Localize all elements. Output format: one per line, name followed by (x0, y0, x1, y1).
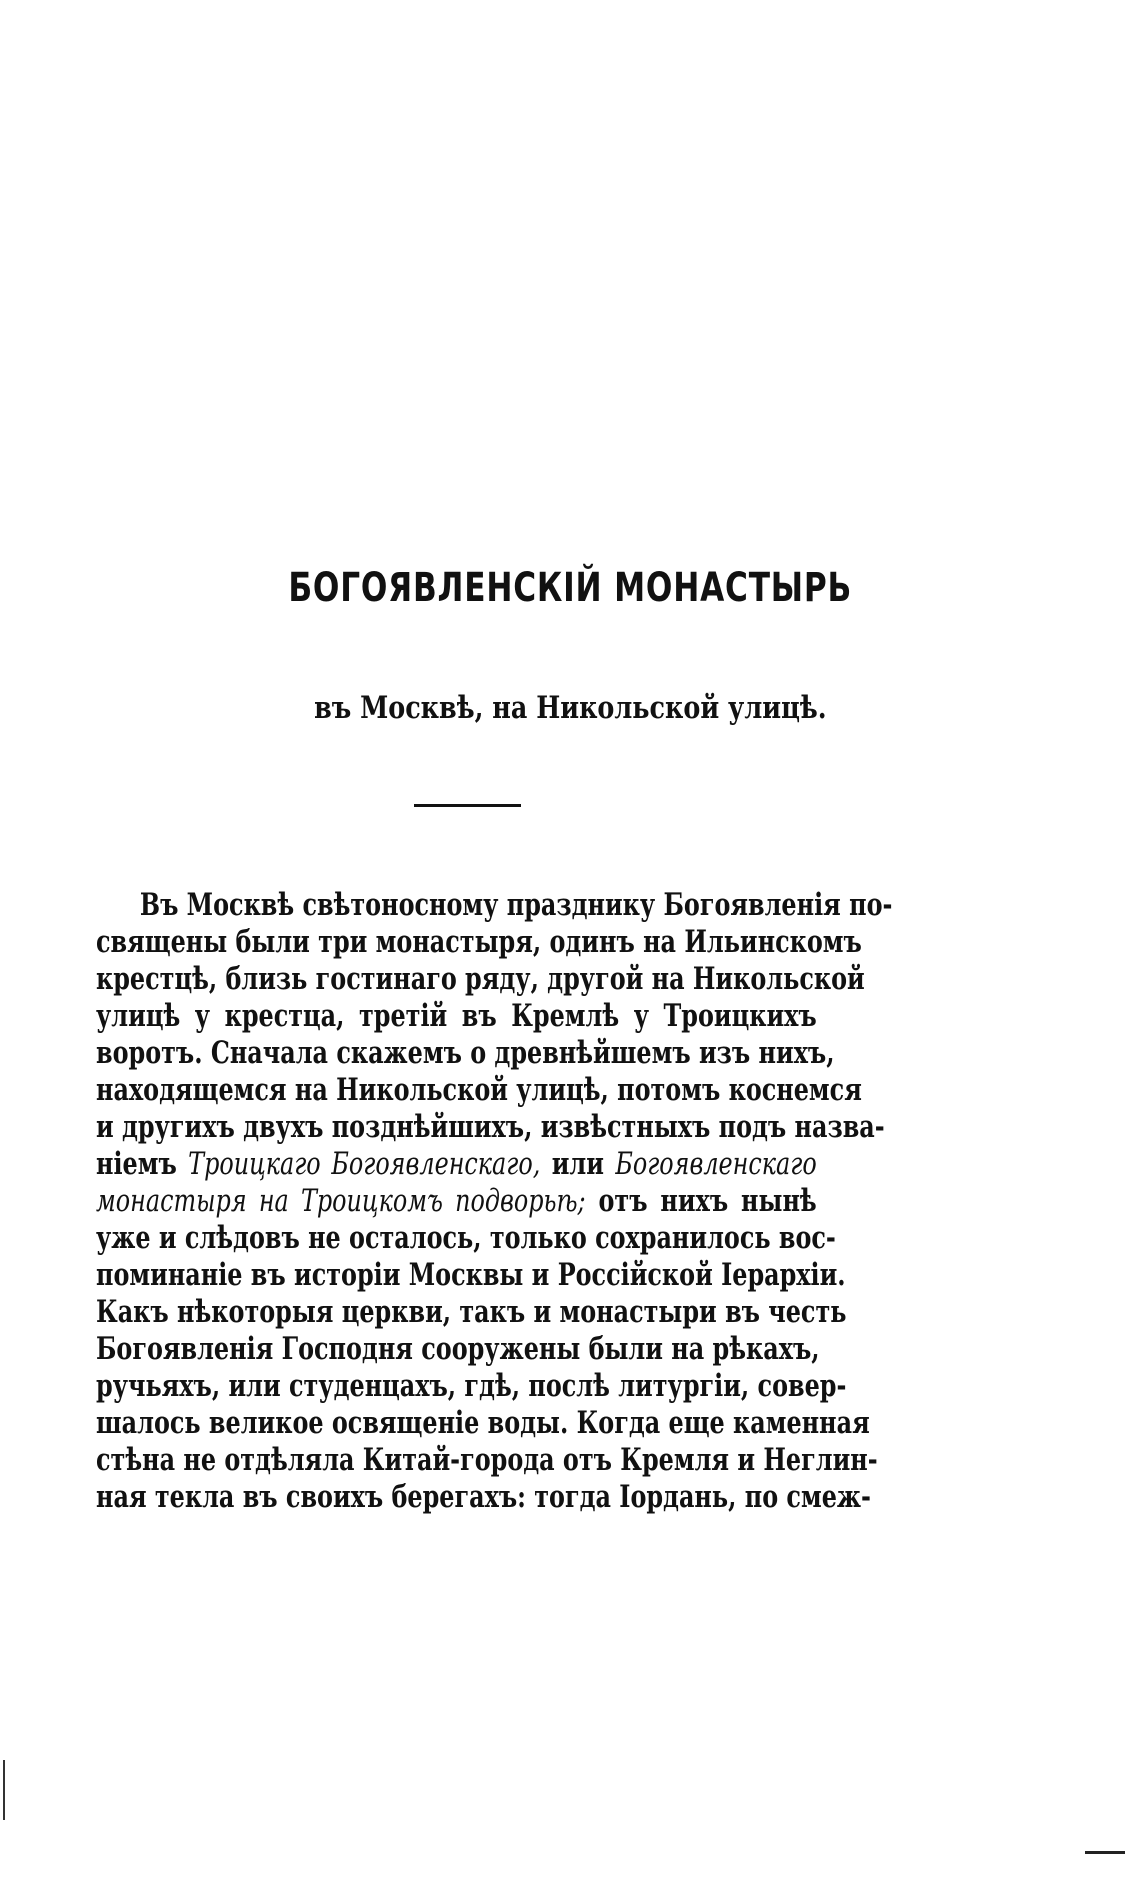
text-line (96, 1442, 878, 1479)
italic-text: Троицкаго Богоявленскаго, (188, 1146, 541, 1182)
text-line (96, 887, 893, 924)
chapter-title: БОГОЯВЛЕНСКІЙ МОНАСТЫРЬ (288, 565, 853, 611)
scan-margin-dash (1085, 1851, 1125, 1854)
text-line (96, 1257, 846, 1294)
text-line (96, 1109, 885, 1146)
text-run: крестцѣ, близь гостинаго ряду, другой на Никольской (96, 961, 865, 997)
text-line (96, 1072, 862, 1109)
text-line (96, 1479, 871, 1516)
text-line (96, 998, 817, 1035)
section-divider (414, 804, 521, 807)
text-run: ніемъ (96, 1146, 189, 1182)
text-run: поминаніе въ исторіи Москвы и Россійской Іерархіи. (96, 1257, 846, 1293)
text-line (96, 1146, 817, 1183)
text-line (96, 1183, 817, 1220)
text-run: и другихъ двухъ позднѣйшихъ, извѣстныхъ подъ назва- (96, 1109, 885, 1145)
text-run: стѣна не отдѣляла Китай-города отъ Кремля и Неглин- (96, 1442, 878, 1478)
text-run: Какъ нѣкоторыя церкви, такъ и монастыри въ честь (96, 1294, 847, 1330)
text-run: воротъ. Сначала скажемъ о древнѣйшемъ изъ нихъ, (96, 1035, 835, 1071)
text-run: отъ нихъ нынѣ (585, 1183, 817, 1219)
text-run: находящемся на Никольской улицѣ, потомъ коснемся (96, 1072, 862, 1108)
text-run: Богоявленія Господня сооружены были на рѣкахъ, (96, 1331, 820, 1367)
text-line (96, 1035, 835, 1072)
text-line (96, 1368, 847, 1405)
text-run: шалось великое освященіе воды. Когда еще каменная (96, 1405, 870, 1441)
text-line (96, 924, 862, 961)
text-run: Въ Москвѣ свѣтоносному празднику Богоявленія по- (139, 887, 893, 923)
scan-edge-mark (3, 1760, 5, 1820)
text-line (96, 1331, 820, 1368)
text-run: улицѣ у крестца, третій въ Кремлѣ у Троицкихъ (96, 998, 817, 1034)
text-line (96, 1405, 870, 1442)
text-line (96, 1294, 847, 1331)
text-run: уже и слѣдовъ не осталось, только сохранилось вос- (96, 1220, 836, 1256)
text-run: или (540, 1146, 616, 1182)
italic-text: монастыря на Троицкомъ подворьѣ; (96, 1183, 586, 1219)
text-run: ная текла въ своихъ берегахъ: тогда Іордань, по смеж- (96, 1479, 871, 1515)
text-run: священы были три монастыря, одинъ на Ильинскомъ (96, 924, 862, 960)
italic-text: Богоявленскаго (615, 1146, 817, 1182)
text-line (96, 1220, 836, 1257)
chapter-subtitle: въ Москвѣ, на Никольской улицѣ. (314, 690, 827, 726)
text-line (96, 961, 865, 998)
body-paragraph (96, 887, 893, 1516)
text-run: ручьяхъ, или студенцахъ, гдѣ, послѣ литургіи, совер- (96, 1368, 847, 1404)
